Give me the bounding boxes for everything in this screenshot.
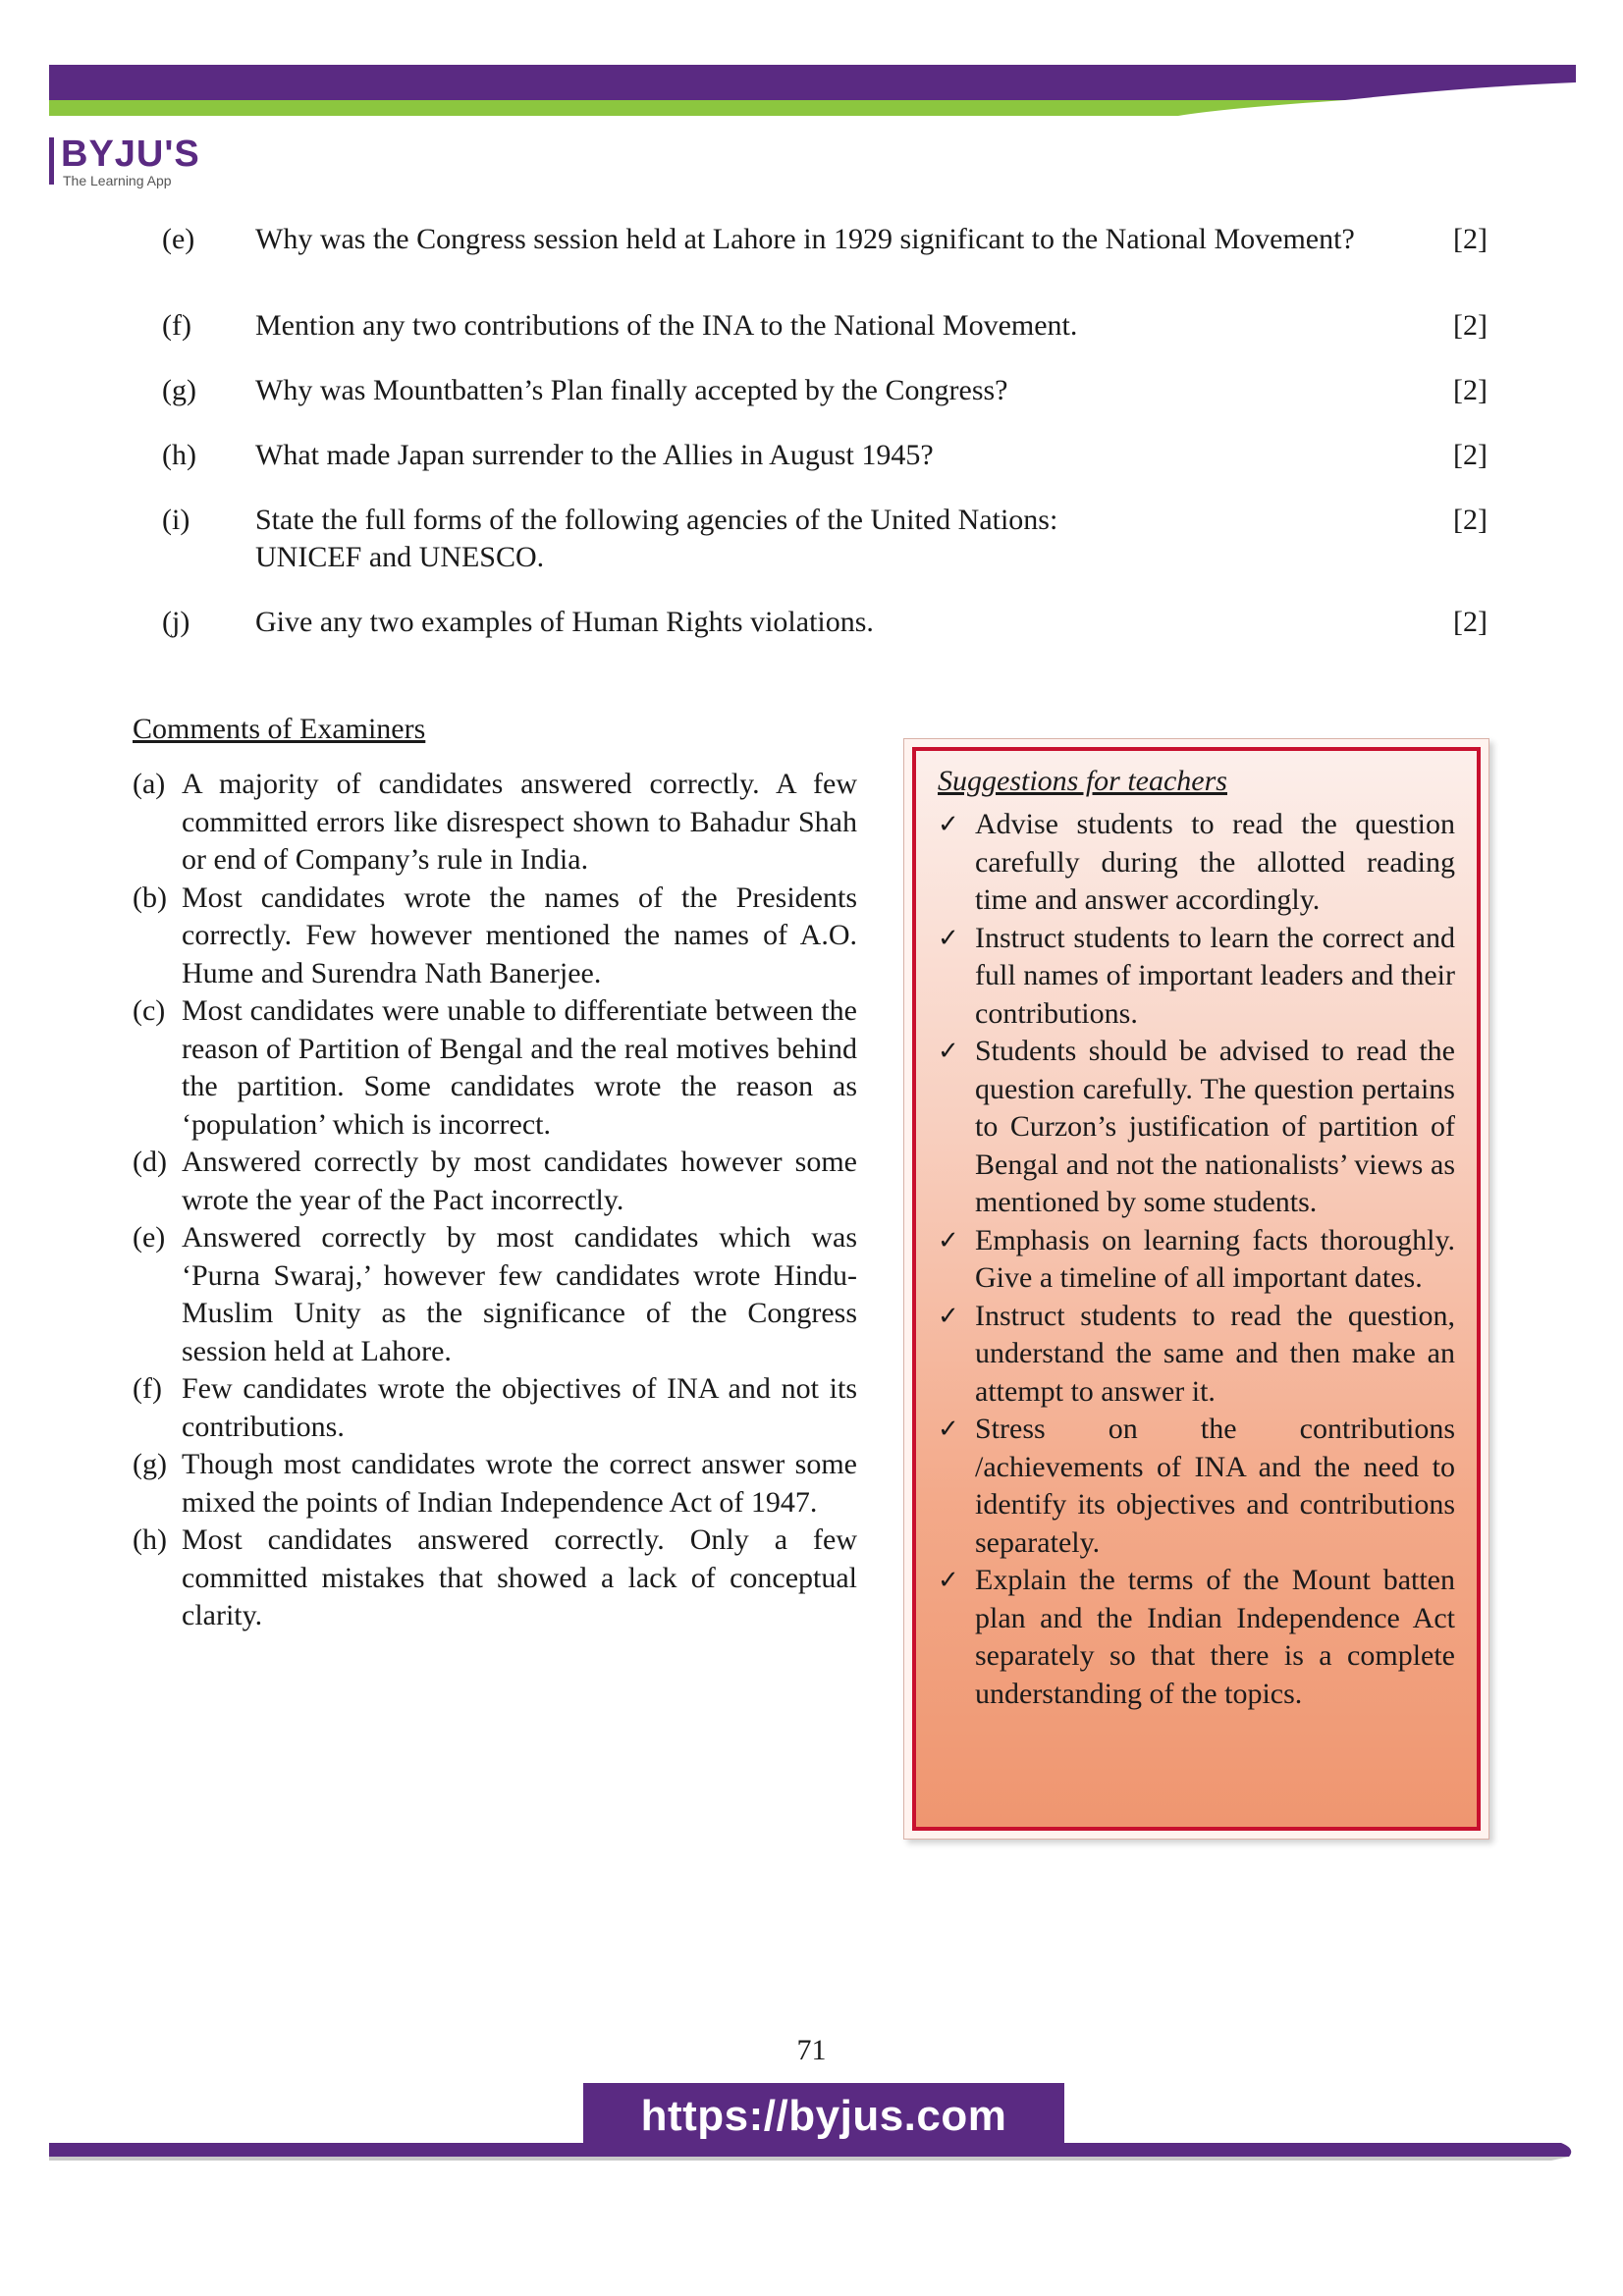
question-marks: [2]	[1453, 439, 1488, 471]
comment-item	[133, 1446, 857, 1522]
comment-label: (e)	[133, 1221, 166, 1254]
comment-label: (f)	[133, 1372, 162, 1405]
comments-title: Comments of Examiners	[133, 713, 426, 745]
suggestion-item	[938, 1033, 1455, 1222]
suggestion-item	[938, 1562, 1455, 1713]
checkmark-icon: ✓	[938, 1566, 959, 1595]
suggestions-panel	[912, 747, 1481, 1831]
suggestions-title: Suggestions for teachers	[938, 765, 1227, 797]
question-label: (i)	[162, 504, 190, 536]
comment-label: (c)	[133, 994, 166, 1027]
question-i	[147, 502, 1488, 604]
question-label: (j)	[162, 606, 190, 638]
checkmark-icon: ✓	[938, 1037, 959, 1066]
suggestion-text: Advise students to read the question carefully during the allotted reading time and answer accordingly.	[975, 808, 1455, 916]
page-number: 71	[796, 2034, 827, 2066]
comment-text: Most candidates wrote the names of the Presidents correctly. Few however mentioned the names of A.O. Hume and Surendra Nath Banerjee.	[182, 881, 857, 989]
question-marks: [2]	[1453, 374, 1488, 406]
question-marks: [2]	[1453, 504, 1488, 536]
checkmark-icon: ✓	[938, 1301, 959, 1331]
comment-text: Answered correctly by most candidates which was ‘Purna Swaraj,’ however few candidates wrote Hindu-Muslim Unity as the significance of the Congress session held at Lahore.	[182, 1221, 857, 1367]
comment-label: (d)	[133, 1146, 167, 1178]
checkmark-icon: ✓	[938, 810, 959, 839]
comment-item	[133, 1370, 857, 1446]
question-label: (h)	[162, 439, 196, 471]
question-label: (e)	[162, 223, 195, 255]
question-marks: [2]	[1453, 223, 1488, 255]
suggestion-text: Instruct students to learn the correct and full names of important leaders and their contributions.	[975, 921, 1455, 1030]
comment-item	[133, 1144, 857, 1219]
comment-text: A majority of candidates answered correctly. A few committed errors like disrespect shown to Bahadur Shah or end of Company’s rule in India.	[182, 768, 857, 876]
suggestions-box	[903, 738, 1489, 1840]
suggestion-item	[938, 1411, 1455, 1562]
comment-item	[133, 1219, 857, 1370]
suggestion-item	[938, 920, 1455, 1034]
comment-item	[133, 992, 857, 1144]
question-list	[147, 221, 1488, 643]
checkmark-icon: ✓	[938, 923, 959, 953]
question-label: (g)	[162, 374, 196, 406]
suggestion-text: Explain the terms of the Mount batten plan and the Indian Independence Act separately so that there is a complete understanding of the topics.	[975, 1564, 1455, 1710]
checkmark-icon: ✓	[938, 1225, 959, 1255]
header-band	[49, 65, 1576, 122]
question-j	[147, 604, 1488, 643]
comment-text: Though most candidates wrote the correct answer some mixed the points of Indian Independence Act of 1947.	[182, 1448, 857, 1519]
question-marks: [2]	[1453, 606, 1488, 638]
comment-text: Few candidates wrote the objectives of INA and not its contributions.	[182, 1372, 857, 1443]
question-text: Why was Mountbatten’s Plan finally accepted by the Congress?	[255, 374, 1008, 406]
brand-tagline: The Learning App	[63, 173, 172, 188]
question-text: What made Japan surrender to the Allies in August 1945?	[255, 439, 934, 471]
question-marks: [2]	[1453, 309, 1488, 342]
question-h	[147, 437, 1488, 502]
comment-text: Answered correctly by most candidates however some wrote the year of the Pact incorrectly.	[182, 1146, 857, 1216]
suggestion-item	[938, 1298, 1455, 1412]
comment-item	[133, 766, 857, 880]
comment-text: Most candidates were unable to differentiate between the reason of Partition of Bengal and the real motives behind the partition. Some candidates wrote the reason as ‘population’ which is incorrect.	[182, 994, 857, 1141]
question-g	[147, 372, 1488, 437]
suggestion-text: Instruct students to read the question, understand the same and then make an attempt to answer it.	[975, 1299, 1455, 1408]
comment-item	[133, 880, 857, 993]
comment-text: Most candidates answered correctly. Only a few committed mistakes that showed a lack of conceptual clarity.	[182, 1523, 857, 1631]
question-text: State the full forms of the following agencies of the United Nations: UNICEF and UNESCO.	[255, 504, 1058, 573]
comment-item	[133, 1522, 857, 1635]
suggestion-text: Students should be advised to read the question carefully. The question pertains to Curzon’s justification of partition of Bengal and not the nationalists’ views as mentioned by some students.	[975, 1035, 1455, 1218]
suggestion-item	[938, 806, 1455, 920]
question-text: Give any two examples of Human Rights violations.	[255, 606, 874, 638]
question-e	[147, 221, 1488, 307]
comment-label: (a)	[133, 768, 166, 800]
suggestion-item	[938, 1222, 1455, 1298]
website-url[interactable]: https://byjus.com	[583, 2083, 1064, 2150]
comment-label: (h)	[133, 1523, 167, 1556]
comment-label: (g)	[133, 1448, 167, 1480]
comments-list	[133, 766, 857, 1635]
question-label: (f)	[162, 309, 191, 342]
checkmark-icon: ✓	[938, 1415, 959, 1444]
question-f	[147, 307, 1488, 372]
question-text: Why was the Congress session held at Lahore in 1929 significant to the National Movement?	[255, 223, 1355, 255]
suggestion-text: Emphasis on learning facts thoroughly. Give a timeline of all important dates.	[975, 1223, 1455, 1294]
question-text: Mention any two contributions of the INA to the National Movement.	[255, 309, 1078, 342]
brand-name: BYJU'S	[61, 133, 200, 175]
suggestion-text: Stress on the contributions /achievements of INA and the need to identify its objectives and contributions separately.	[975, 1413, 1455, 1559]
comment-label: (b)	[133, 881, 167, 914]
